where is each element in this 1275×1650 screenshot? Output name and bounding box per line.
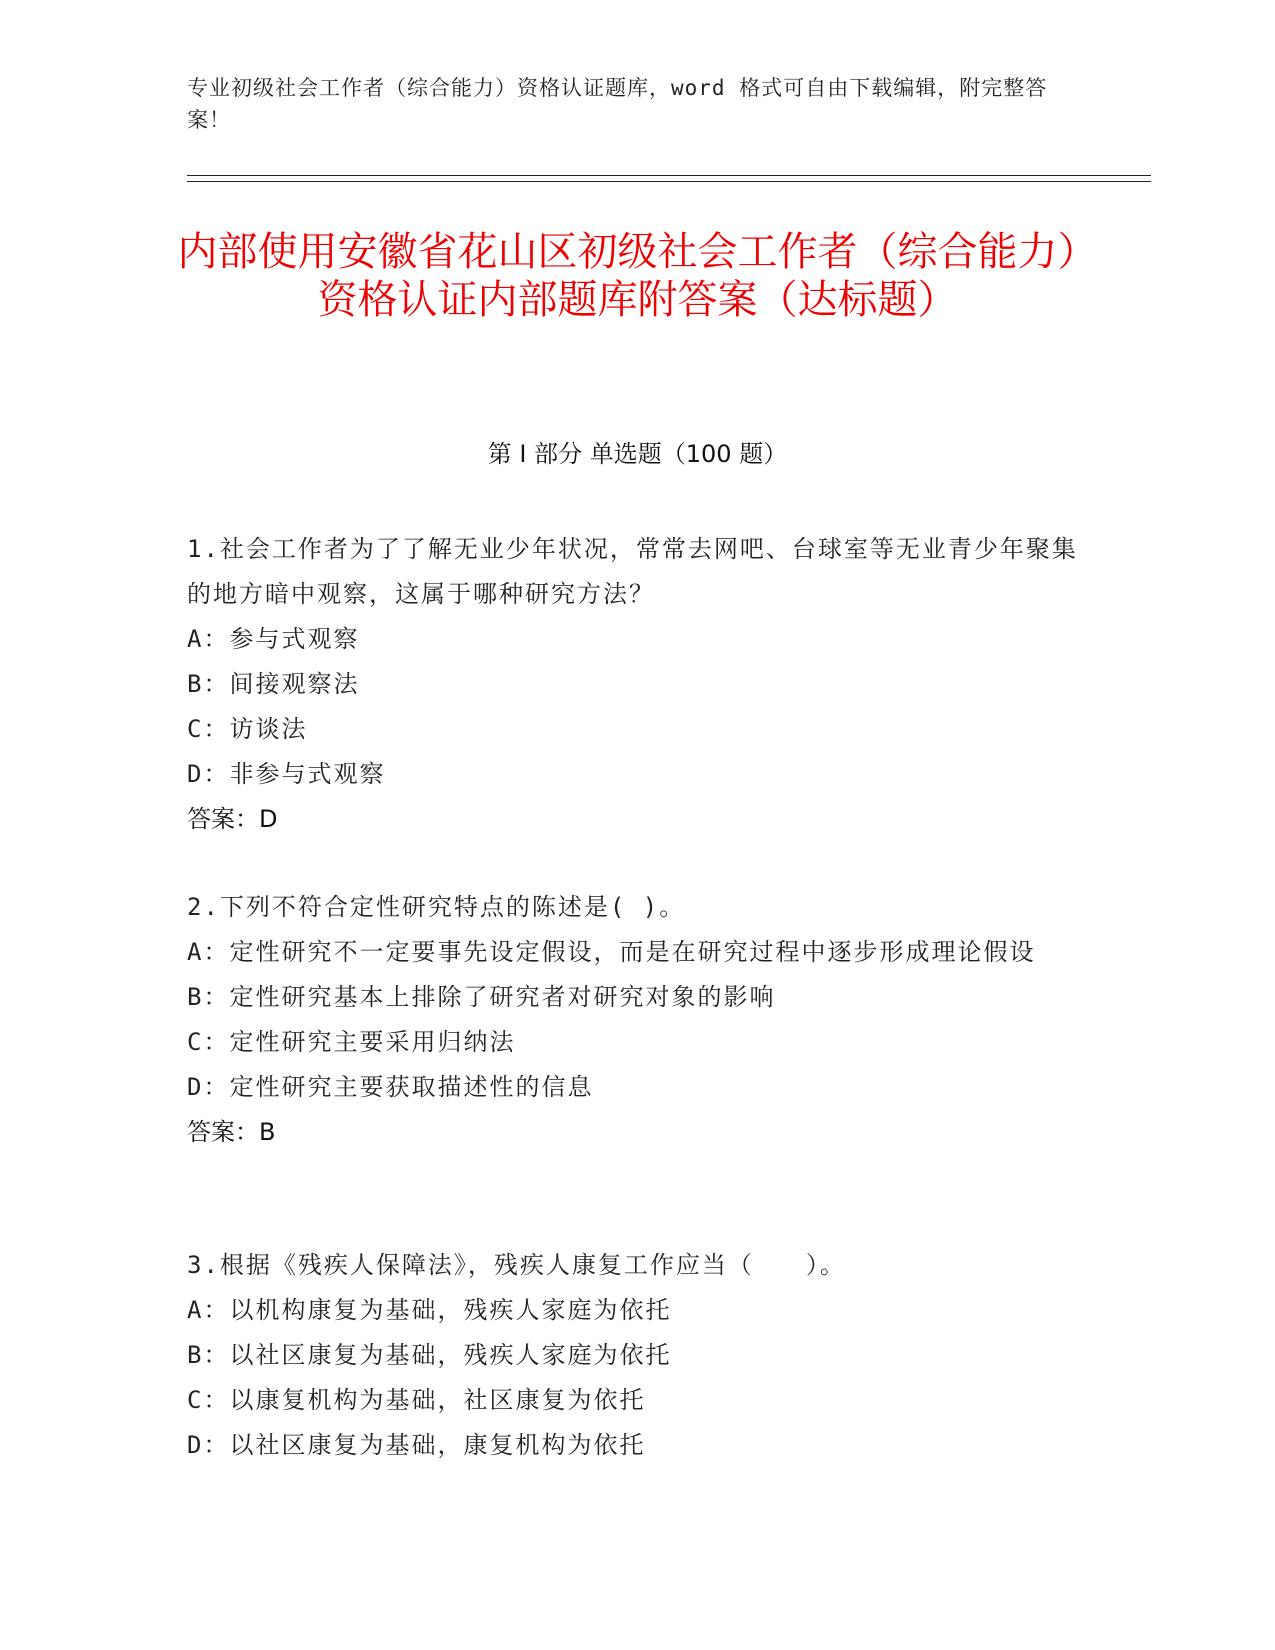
question-2 [187,885,1087,1155]
question-1 [187,527,1087,842]
option-a: A：定性研究不一定要事先设定假设，而是在研究过程中逐步形成理论假设 [187,938,1036,966]
option-b: B：间接观察法 [187,670,360,698]
option-a: A：以机构康复为基础，残疾人家庭为依托 [187,1296,672,1324]
option-a: A：参与式观察 [187,625,360,653]
option-c: C：访谈法 [187,715,308,743]
header-divider [187,175,1151,176]
option-c: C：以康复机构为基础，社区康复为依托 [187,1386,646,1414]
answer: 答案：D [187,805,278,833]
option-d: D：非参与式观察 [187,760,386,788]
question-text: 3.根据《残疾人保障法》，残疾人康复工作应当（ ）。 [187,1251,846,1279]
option-c: C：定性研究主要采用归纳法 [187,1028,516,1056]
option-d: D：以社区康复为基础，康复机构为依托 [187,1431,646,1459]
option-d: D：定性研究主要获取描述性的信息 [187,1073,594,1101]
document-title: 内部使用安徽省花山区初级社会工作者（综合能力）资格认证内部题库附答案（达标题） [177,229,1098,323]
question-text: 2.下列不符合定性研究特点的陈述是( )。 [187,893,686,921]
section-heading: 第 I 部分 单选题（100 题） [487,440,788,468]
option-b: B：以社区康复为基础，残疾人家庭为依托 [187,1341,672,1369]
question-3 [187,1243,1087,1468]
option-b: B：定性研究基本上排除了研究者对研究对象的影响 [187,983,776,1011]
answer: 答案：B [187,1118,276,1146]
question-text: 1.社会工作者为了了解无业少年状况，常常去网吧、台球室等无业青少年聚集的地方暗中观察，这属于哪种研究方法？ [187,535,1078,608]
header-note: 专业初级社会工作者（综合能力）资格认证题库，word 格式可自由下载编辑，附完整答案！ [187,76,1048,132]
header-divider-double [187,181,1151,182]
